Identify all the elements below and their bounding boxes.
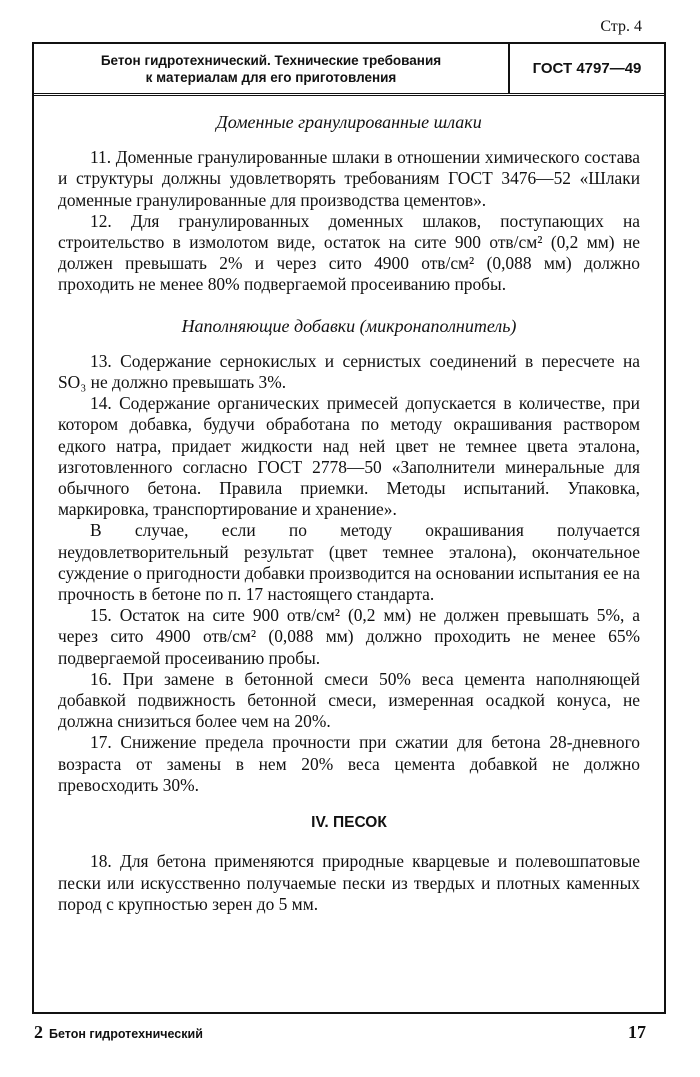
paragraph-14-continued: В случае, если по методу окрашивания получается неудовлетворительный результат (цвет темнее эталона), окончательное суждение о пригодности добавки производится на основании испытания ее на прочность в бетоне по п. 17 настоящего стандарта.: [58, 520, 640, 605]
footer-left: [34, 1022, 203, 1043]
document-title: Бетон гидротехнический. Технические требования к материалам для его приготовления: [100, 53, 442, 85]
section-title-filler: Наполняющие добавки (микронаполнитель): [181, 315, 517, 336]
footer-sheet-number: 2: [34, 1022, 43, 1042]
footer-title: Бетон гидротехнический: [49, 1027, 203, 1041]
paragraph-18: 18. Для бетона применяются природные кварцевые и полевошпатовые пески или искусственно получаемые пески из твердых и плотных каменных пород с крупностью зерен до 5 мм.: [58, 851, 640, 914]
footer-page-number: 17: [628, 1022, 646, 1042]
paragraph-14: 14. Содержание органических примесей допускается в количестве, при котором добавка, будучи обработана по методу окрашивания раствором едкого натра, придает жидкости над ней цвет не темнее цвета эталона, изготовленного согласно ГОСТ 2778—50 «Заполнители минеральные для обычного бетона. Правила приемки. Методы испытаний. Упаковка, маркировка, транспортирование и хранение».: [58, 393, 640, 520]
document-frame: [32, 42, 666, 1014]
page-label: Стр. 4: [600, 18, 642, 35]
paragraph-13: 13. Содержание сернокислых и сернистых соединений в пересчете на SO₃ не должно превышать 3%.: [58, 350, 640, 393]
section-title-sand: IV. ПЕСОК: [311, 814, 387, 832]
paragraph-12: 12. Для гранулированных доменных шлаков, поступающих на строительство в измолотом виде, остаток на сите 900 отв/см² (0,2 мм) не должен превышать 2% и через сито 4900 отв/см² (0,088 мм) должно проходить не менее 80% подвергаемой просеиванию пробы.: [58, 210, 640, 295]
section-title-slag: Доменные гранулированные шлаки: [216, 112, 482, 132]
paragraph-11: 11. Доменные гранулированные шлаки в отношении химического состава и структуры должны удовлетворять требованиям ГОСТ 3476—52 «Шлаки доменные гранулированные для производства цементов».: [58, 147, 640, 210]
document-body: [58, 104, 640, 915]
page-footer: [34, 1022, 646, 1043]
paragraph-17: 17. Снижение предела прочности при сжатии для бетона 28-дневного возраста от замены в нем 20% веса цемента добавкой не должно превосходить 30%.: [58, 732, 640, 795]
document-header: [34, 44, 664, 96]
paragraph-15: 15. Остаток на сите 900 отв/см² (0,2 мм) не должен превышать 5%, а через сито 4900 отв/см² (0,088 мм) должно проходить не менее 65% подвергаемой просеиванию пробы.: [58, 605, 640, 668]
gost-number: ГОСТ 4797—49: [508, 44, 664, 93]
paragraph-16: 16. При замене в бетонной смеси 50% веса цемента наполняющей добавкой подвижность бетонной смеси, измеренная осадкой конуса, не должна снизиться более чем на 20%.: [58, 668, 640, 732]
